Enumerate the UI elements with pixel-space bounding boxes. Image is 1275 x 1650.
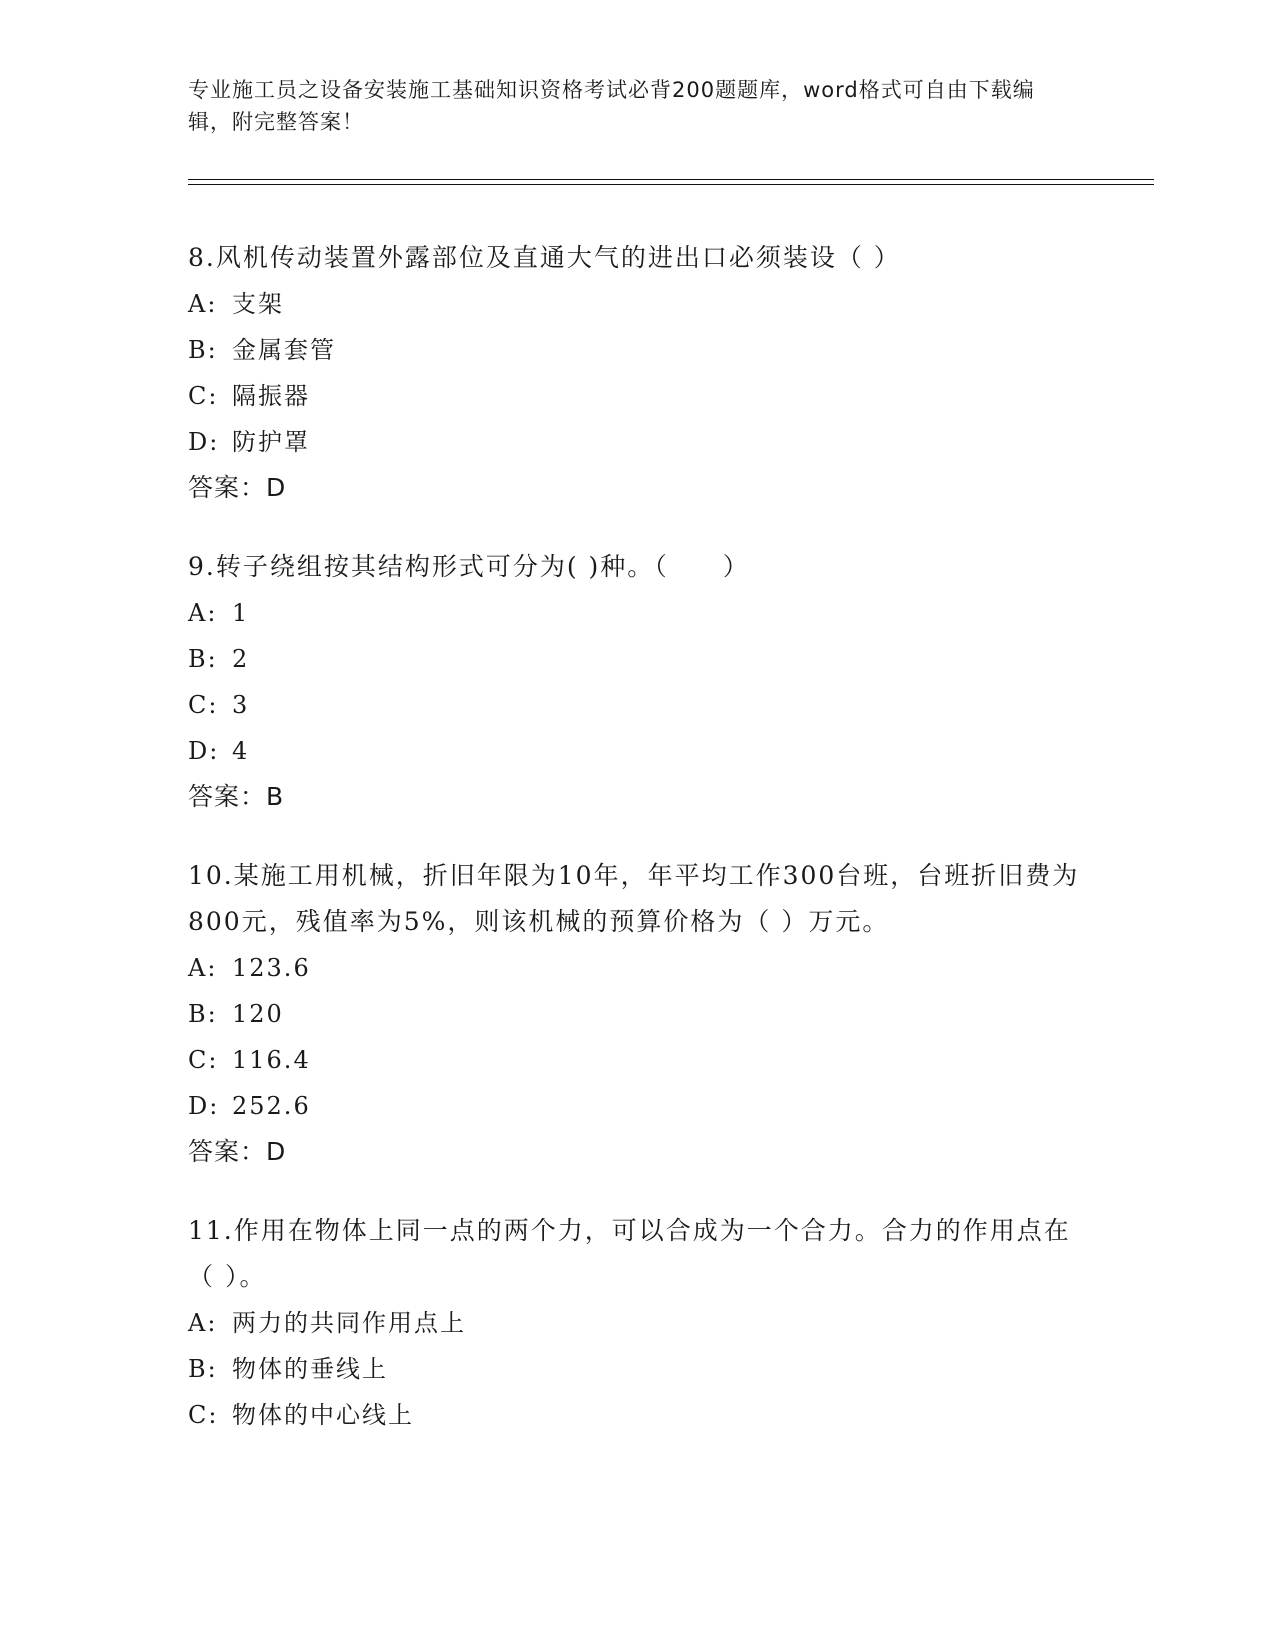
question-list — [188, 235, 1088, 1471]
option-b — [188, 991, 1088, 1037]
option-text: 116.4 — [232, 1046, 311, 1074]
answer-line: 答案：D — [188, 473, 287, 502]
option-text: 金属套管 — [232, 336, 336, 364]
option-text: 123.6 — [232, 954, 311, 982]
option-d — [188, 1083, 1088, 1129]
option-a — [188, 281, 1088, 327]
option-b — [188, 327, 1088, 373]
option-key: D: — [188, 1092, 220, 1120]
question-8 — [188, 235, 1088, 511]
header-divider-bottom — [188, 184, 1154, 185]
question-9 — [188, 544, 1088, 820]
option-text: 支架 — [232, 290, 284, 318]
header-title: 专业施工员之设备安装施工基础知识资格考试必背200题题库，word格式可自由下载编辑，附完整答案！ — [188, 78, 1035, 134]
option-key: B: — [188, 336, 218, 364]
option-text: 252.6 — [232, 1092, 311, 1120]
option-c — [188, 373, 1088, 419]
option-key: A: — [188, 954, 218, 982]
question-text: 11.作用在物体上同一点的两个力，可以合成为一个合力。合力的作用点在（ ）。 — [188, 1216, 1071, 1291]
question-text: 8.风机传动装置外露部位及直通大气的进出口必须装设（ ） — [188, 243, 901, 272]
option-c — [188, 1392, 1088, 1438]
header-divider-top — [188, 179, 1154, 180]
option-text: 物体的中心线上 — [232, 1401, 414, 1429]
option-text: 1 — [232, 599, 250, 627]
option-text: 两力的共同作用点上 — [232, 1309, 466, 1337]
option-text: 物体的垂线上 — [232, 1355, 388, 1383]
question-11 — [188, 1208, 1088, 1438]
option-text: 隔振器 — [232, 382, 310, 410]
option-key: D: — [188, 737, 220, 765]
option-key: A: — [188, 290, 218, 318]
option-a — [188, 945, 1088, 991]
option-a — [188, 590, 1088, 636]
option-b — [188, 636, 1088, 682]
answer-line: 答案：B — [188, 782, 285, 811]
option-key: C: — [188, 1401, 219, 1429]
option-text: 防护罩 — [232, 428, 310, 456]
option-b — [188, 1346, 1088, 1392]
option-key: C: — [188, 1046, 219, 1074]
option-text: 3 — [232, 691, 250, 719]
option-key: B: — [188, 1355, 218, 1383]
option-text: 120 — [232, 1000, 284, 1028]
option-c — [188, 682, 1088, 728]
question-text: 10.某施工用机械，折旧年限为10年，年平均工作300台班，台班折旧费为800元，残值率为5%，则该机械的预算价格为（ ）万元。 — [188, 861, 1080, 936]
option-key: A: — [188, 599, 218, 627]
option-key: D: — [188, 428, 220, 456]
question-10 — [188, 853, 1088, 1175]
option-text: 2 — [232, 645, 250, 673]
option-key: B: — [188, 645, 218, 673]
option-c — [188, 1037, 1088, 1083]
option-key: B: — [188, 1000, 218, 1028]
option-key: C: — [188, 691, 219, 719]
question-text: 9.转子绕组按其结构形式可分为( )种。（ ） — [188, 552, 750, 581]
option-key: C: — [188, 382, 219, 410]
document-header — [188, 74, 1078, 138]
option-d — [188, 419, 1088, 465]
option-key: A: — [188, 1309, 218, 1337]
answer-line: 答案：D — [188, 1137, 287, 1166]
option-text: 4 — [232, 737, 250, 765]
option-a — [188, 1300, 1088, 1346]
option-d — [188, 728, 1088, 774]
